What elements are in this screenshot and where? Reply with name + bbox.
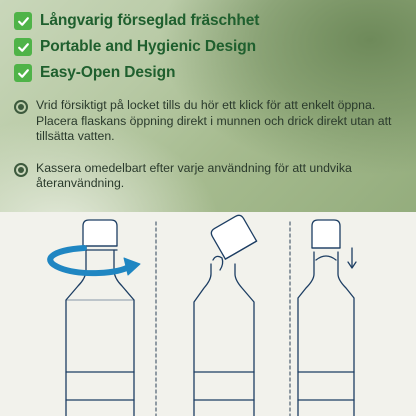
step-item xyxy=(14,161,406,191)
feature-label: Långvarig förseglad fräschhet xyxy=(40,12,260,29)
radio-bullet-icon xyxy=(14,100,28,114)
rotate-arrow-icon xyxy=(50,248,140,275)
feature-list xyxy=(14,8,259,86)
feature-item xyxy=(14,34,259,60)
feature-item xyxy=(14,8,259,34)
feature-label: Easy-Open Design xyxy=(40,64,176,81)
usage-illustration xyxy=(0,212,416,416)
step-text: Kassera omedelbart efter varje användning för att undvika återanvändning. xyxy=(36,161,352,190)
down-arrow-icon xyxy=(348,248,356,268)
radio-bullet-icon xyxy=(14,163,28,177)
bottle-2 xyxy=(194,213,257,416)
bottle-3 xyxy=(298,220,354,416)
check-icon xyxy=(14,64,32,82)
check-icon xyxy=(14,12,32,30)
feature-label: Portable and Hygienic Design xyxy=(40,38,256,55)
bottle-diagram xyxy=(0,212,416,416)
feature-item xyxy=(14,60,259,86)
instruction-steps xyxy=(14,98,406,191)
step-text: Placera flaskans öppning direkt i munnen och drick direkt utan att tillsätta vatten. xyxy=(36,114,392,143)
step-text: Vrid försiktigt på locket tills du hör ett klick för att enkelt öppna. xyxy=(36,98,376,112)
step-item xyxy=(14,98,406,114)
step-item xyxy=(14,114,406,144)
check-icon xyxy=(14,38,32,56)
